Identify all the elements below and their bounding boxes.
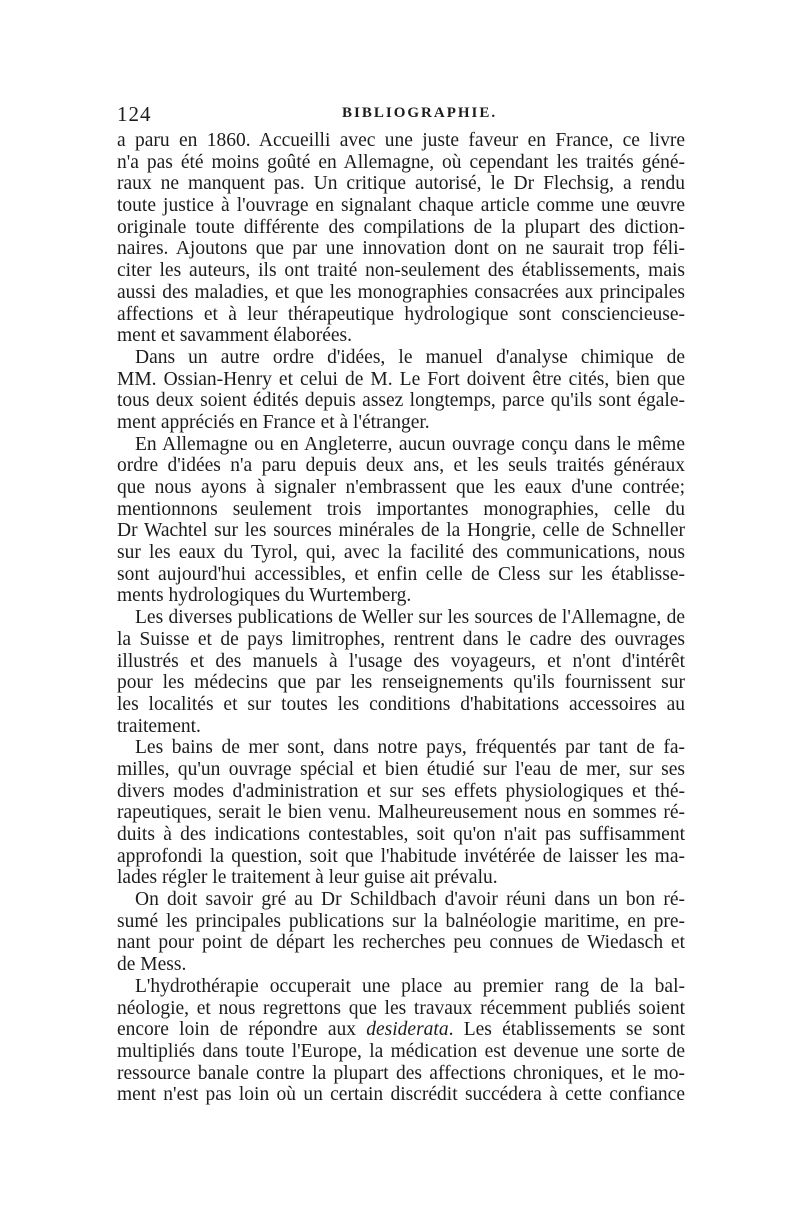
text-line: n'a pas été moins goûté en Allemagne, où cependant les traités géné- bbox=[117, 151, 685, 173]
italic-term: desiderata bbox=[366, 1019, 449, 1041]
text-line: duits à des indications contestables, soit qu'on n'ait pas suffisamment bbox=[117, 824, 685, 845]
text-line: L'hydrothérapie occuperait une place au premier rang de la bal- bbox=[135, 975, 685, 997]
text-line: traitement. bbox=[117, 715, 201, 737]
text-line: originale toute différente des compilations de la plupart des diction- bbox=[117, 216, 685, 238]
text-line: les localités et sur toutes les conditions d'habitations accessoires au bbox=[117, 693, 685, 715]
text-line: Les bains de mer sont, dans notre pays, fréquentés par tant de fa- bbox=[135, 737, 685, 759]
page-header bbox=[117, 102, 685, 128]
text-line: nant pour point de départ les recherches peu connues de Wiedasch et bbox=[117, 932, 685, 954]
text-line: On doit savoir gré au Dr Schildbach d'avoir réuni dans un bon ré- bbox=[135, 889, 685, 911]
text-line: néologie, et nous regrettons que les travaux récemment publiés soient bbox=[117, 997, 685, 1019]
text-line: tous deux soient édités depuis assez longtemps, parce qu'ils sont égale- bbox=[117, 390, 685, 412]
text-line: sur les eaux du Tyrol, qui, avec la facilité des communications, nous bbox=[117, 542, 685, 564]
text-line: approfondi la question, soit que l'habitude invétérée de laisser les ma- bbox=[117, 845, 685, 867]
text-line: aussi des maladies, et que les monographies consacrées aux principales bbox=[117, 281, 685, 303]
text-line: la Suisse et de pays limitrophes, rentrent dans le cadre des ouvrages bbox=[117, 628, 685, 650]
page-number: 124 bbox=[117, 102, 152, 126]
text-line: MM. Ossian-Henry et celui de M. Le Fort doivent être cités, bien que bbox=[117, 368, 685, 390]
text-line: lades régler le traitement à leur guise ait prévalu. bbox=[117, 867, 498, 889]
text-line: milles, qu'un ouvrage spécial et bien étudié sur l'eau de mer, sur ses bbox=[117, 758, 685, 780]
text-line: pour les médecins que par les renseignements qu'ils fournissent sur bbox=[117, 672, 685, 694]
text-line: a paru en 1860. Accueilli avec une juste faveur en France, ce livre bbox=[117, 130, 685, 151]
text-line: Les diverses publications de Weller sur les sources de l'Allemagne, de bbox=[135, 607, 685, 629]
text-line: toute justice à l'ouvrage en signalant chaque article comme une œuvre bbox=[117, 195, 685, 217]
text-line: ordre d'idées n'a paru depuis deux ans, et les seuls traités généraux bbox=[117, 455, 685, 477]
text-line: affections et à leur thérapeutique hydrologique sont consciencieuse- bbox=[117, 303, 685, 325]
text-line: ment n'est pas loin où un certain discrédit succédera à cette confiance bbox=[117, 1084, 685, 1106]
text-line: citer les auteurs, ils ont traité non-seulement des établissements, mais bbox=[117, 260, 685, 282]
text-line: illustrés et des manuels à l'usage des voyageurs, et n'ont d'intérêt bbox=[117, 650, 685, 672]
text-line: naires. Ajoutons que par une innovation dont on ne saurait trop féli- bbox=[117, 238, 685, 260]
text-line: mentionnons seulement trois importantes monographies, celle du bbox=[117, 498, 685, 520]
text-line: encore loin de répondre aux desiderata. Les établissements se sont bbox=[117, 1019, 685, 1041]
text-line: ment appréciés en France et à l'étranger. bbox=[117, 411, 430, 433]
text-line: divers modes d'administration et sur ses effets physiologiques et thé- bbox=[117, 780, 685, 802]
text-line: que nous ayons à signaler n'embrassent que les eaux d'une contrée; bbox=[117, 477, 685, 498]
text-line: sumé les principales publications sur la balnéologie maritime, en pre- bbox=[117, 910, 685, 932]
text-line: de Mess. bbox=[117, 954, 187, 976]
text-line: raux ne manquent pas. Un critique autorisé, le Dr Flechsig, a rendu bbox=[117, 173, 685, 195]
text-line: ment et savamment élaborées. bbox=[117, 325, 352, 347]
text-line: ressource banale contre la plupart des affections chroniques, et le mo- bbox=[117, 1062, 685, 1084]
text-line: En Allemagne ou en Angleterre, aucun ouvrage conçu dans le même bbox=[135, 433, 685, 455]
text-line: multipliés dans toute l'Europe, la médication est devenue une sorte de bbox=[117, 1040, 685, 1062]
text-line: sont aujourd'hui accessibles, et enfin celle de Cless sur les établisse- bbox=[117, 563, 685, 585]
text-line: Dr Wachtel sur les sources minérales de la Hongrie, celle de Schneller bbox=[117, 520, 685, 542]
text-line: ments hydrologiques du Wurtemberg. bbox=[117, 585, 412, 607]
text-line: Dans un autre ordre d'idées, le manuel d'analyse chimique de bbox=[135, 346, 685, 368]
text-line: rapeutiques, serait le bien venu. Malheureusement nous en sommes ré- bbox=[117, 802, 685, 824]
body-text bbox=[117, 130, 685, 1106]
running-head: BIBLIOGRAPHIE. bbox=[342, 105, 498, 121]
